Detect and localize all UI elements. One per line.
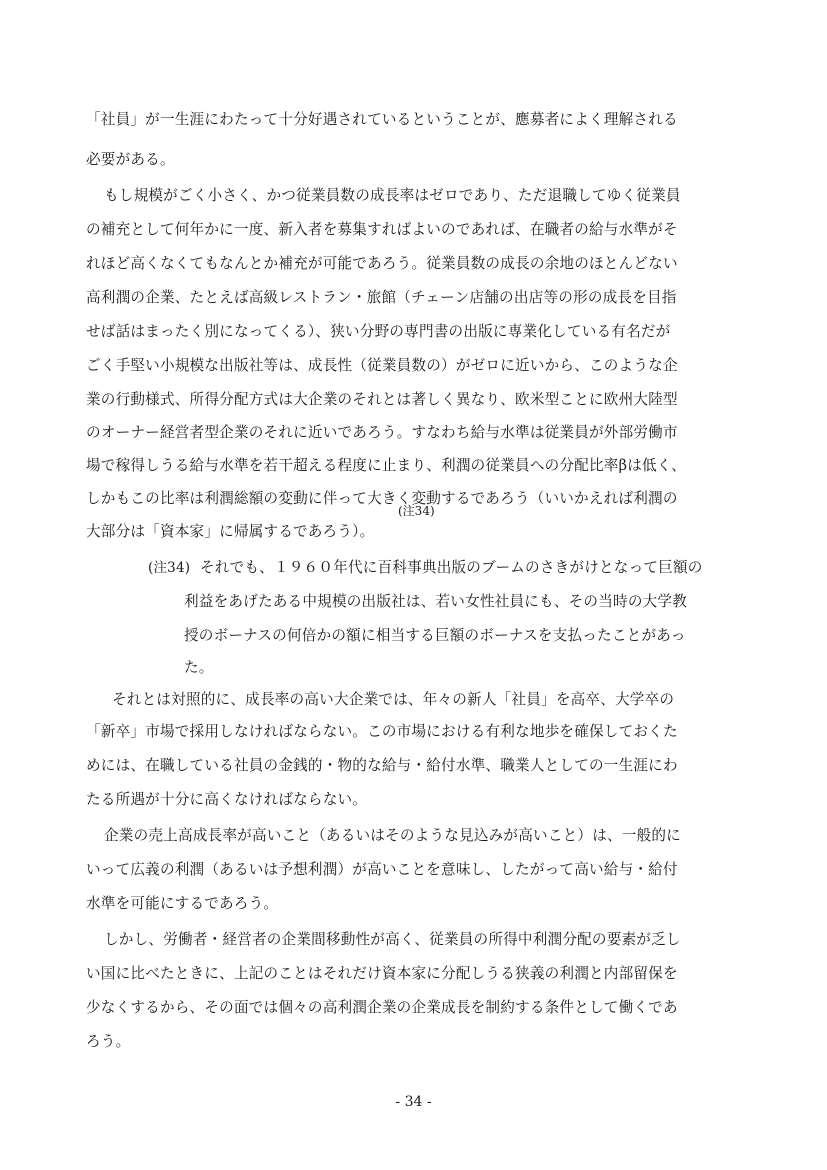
footnote-marker: (注34) <box>398 504 435 518</box>
body-text-line: めには、在職している社員の金銭的・物的な給与・給付水準、職業人としての一生涯にわ <box>86 757 678 774</box>
body-text-line: しかもこの比率は利潤総額の変動に伴って大きく変動するであろう（いいかえれば利潤の <box>86 490 678 507</box>
footnote-line: 授のボーナスの何倍かの額に相当する巨額のボーナスを支払ったことがあっ <box>184 627 686 644</box>
footnote-line: 利益をあげたある中規模の出版社は、若い女性社員にも、その当時の大学教 <box>184 593 687 610</box>
footnote-line: た。 <box>184 659 214 676</box>
body-text-line: 企業の売上高成長率が高いこと（あるいはそのような見込みが高いこと）は、一般的に <box>104 827 681 844</box>
page-number: - 34 - <box>395 1094 432 1110</box>
body-text-line: 水準を可能にするであろう。 <box>86 895 279 912</box>
body-text-line: 少なくするから、その面では個々の高利潤企業の企業成長を制約する条件として働くであ <box>86 999 678 1016</box>
body-text-line: 大部分は「資本家」に帰属するであろう）。 <box>86 523 375 540</box>
body-text-line: 場で稼得しうる給与水準を若干超える程度に止まり、利潤の従業員への分配比率βは低く、 <box>86 457 687 474</box>
footnote-line: それでも、１９６０年代に百科事典出版のブームのさきがけとなって巨額の <box>200 559 703 576</box>
body-text-line: 「新卒」市場で採用しなければならない。この市場における有利な地歩を確保しておくた <box>86 723 678 740</box>
body-text-line: 「社員」が一生涯にわたって十分好遇されているということが、應募者によく理解される <box>86 111 678 128</box>
body-text-line: もし規模がごく小さく、かつ従業員数の成長率はゼロであり、ただ退職してゆく従業員 <box>104 187 681 204</box>
body-text-line: ごく手堅い小規模な出版社等は、成長性（従業員数の）がゼロに近いから、このような企 <box>86 357 678 374</box>
body-text-line: 業の行動様式、所得分配方式は大企業のそれとは著しく異なり、欧米型ことに欧州大陸型 <box>86 391 678 408</box>
body-text-line: 高利潤の企業、たとえば高級レストラン・旅館（チェーン店舗の出店等の形の成長を目指 <box>86 289 677 306</box>
body-text-line: の補充として何年かに一度、新入者を募集すればよいのであれば、在職者の給与水準がそ <box>86 221 678 238</box>
body-text-line: たる所遇が十分に高くなければならない。 <box>86 791 368 808</box>
body-text-line: それとは対照的に、成長率の高い大企業では、年々の新人「社員」を高卒、大学卒の <box>112 691 675 708</box>
body-text-line: いって広義の利潤（あるいは予想利潤）が高いことを意味し、したがって高い給与・給付 <box>86 861 678 878</box>
body-text-line: しかし、労働者・経営者の企業間移動性が高く、従業員の所得中利潤分配の要素が乏し <box>104 931 681 948</box>
body-text-line: ろう。 <box>86 1033 131 1050</box>
body-text-line: 必要がある。 <box>86 151 175 168</box>
body-text-line: い国に比べたときに、上記のことはそれだけ資本家に分配しうる狭義の利潤と内部留保を <box>86 965 678 982</box>
body-text-line: れほど高くなくてもなんとか補充が可能であろう。従業員数の成長の余地のほとんどない <box>86 255 678 272</box>
body-text-line: せば話はまったく別になってくる）、狭い分野の専門書の出版に専業化している有名だが <box>86 323 671 340</box>
footnote-label: (注34) <box>148 560 191 576</box>
body-text-line: のオーナー経営者型企業のそれに近いであろう。すなわち給与水準は従業員が外部労働市 <box>86 424 678 441</box>
